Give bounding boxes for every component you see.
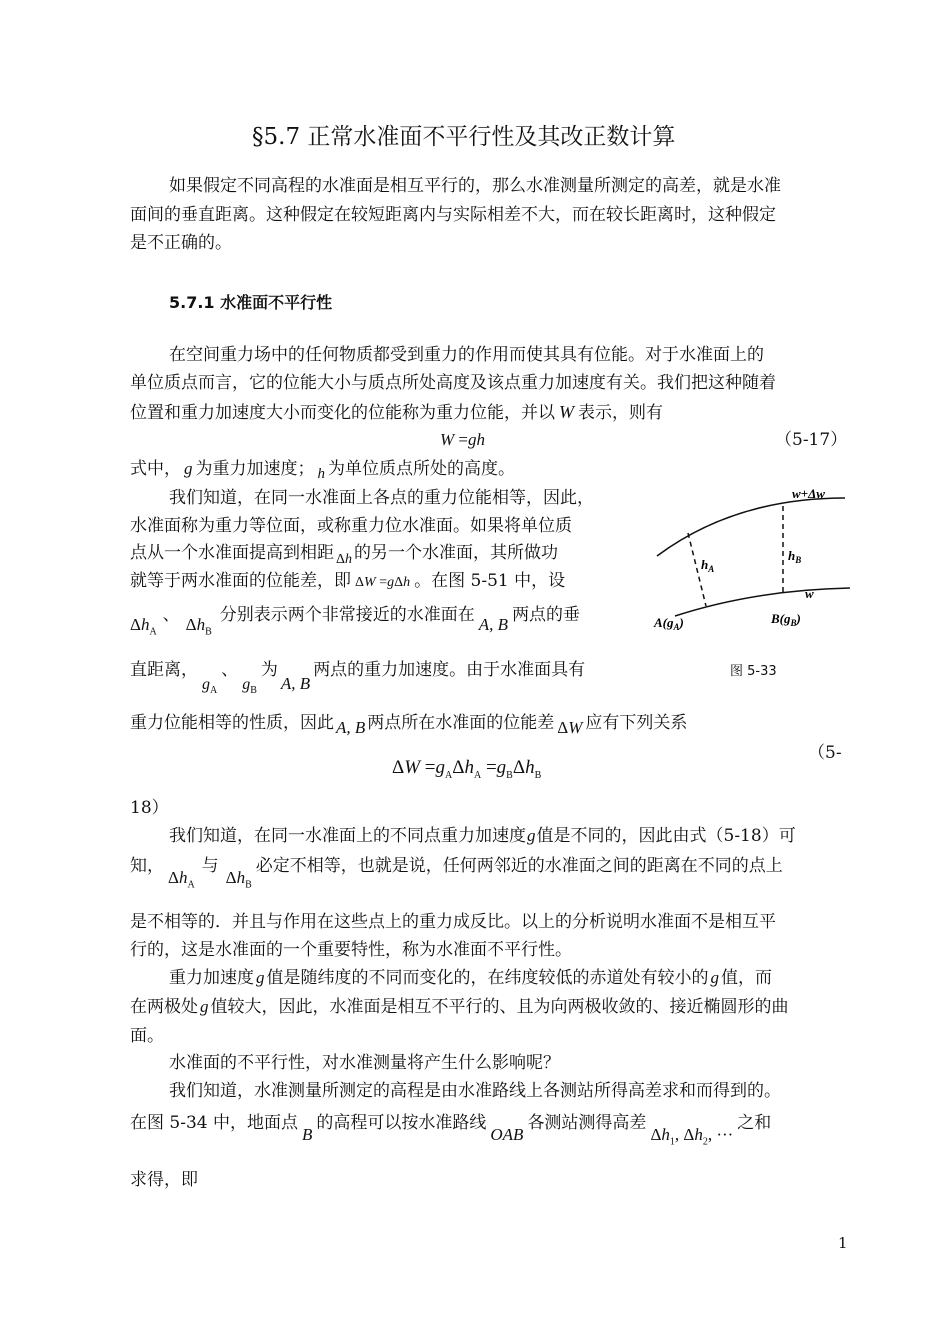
figure-5-33 [645, 478, 860, 643]
label-w: w [805, 586, 814, 601]
figure-caption: 图 5-33 [730, 664, 777, 679]
intro-line-2: 面间的垂直距离。这种假定在较短距离内与实际相差不大，而在较长距离时，这种假定 [130, 205, 776, 225]
lower-level-surface [675, 588, 850, 616]
p6-line-1: 水准面的不平行性，对水准测量将产生什么影响呢？ [169, 1053, 560, 1073]
symbol-w: W [559, 402, 574, 422]
p7-line-1: 我们知道，水准测量所测定的高程是由水准路线上各测站所得高差求和而得到的。 [169, 1081, 781, 1101]
p3-line-6: 直距离，$g_A$、$g_B$为A, B两点的重力加速度。由于水准面具有 [130, 660, 586, 697]
page-number: 1 [838, 1234, 848, 1252]
p3-line-5: $\Delta h_A$、 $\Delta h_B$分别表示两个非常接近的水准面在 A, B 两点的垂 [130, 605, 581, 638]
p5-line-3: 面。 [130, 1026, 164, 1046]
p5-line-2: 在两极处 g 值较大，因此，水准面是相互不平行的、且为向两极收敛的、接近椭圆形的曲 [130, 997, 789, 1017]
p3-line-7: 重力位能相等的性质，因此 A, B 两点所在水准面的位能差 ΔW 应有下列关系 [130, 713, 688, 737]
p3-line-4: 就等于两水准面的位能差，即 ΔW =gΔh 。在图 5-51 中，设 [130, 571, 566, 591]
p2-line-2: 单位质点而言，它的位能大小与质点所处高度及该点重力加速度有关。我们把这种随着 [130, 373, 776, 393]
p4-line-3: 是不相等的．并且与作用在这些点上的重力成反比。以上的分析说明水准面不是相互平 [130, 912, 776, 932]
p3-line-1: 我们知道，在同一水准面上各点的重力位能相等，因此， [169, 488, 594, 508]
p2-line-1: 在空间重力场中的任何物质都受到重力的作用而使其具有位能。对于水准面上的 [169, 345, 764, 365]
p7-line-2: 在图 5-34 中，地面点B的高程可以按水准路线OAB各测站测得高差$\Delta h_1$, $\Delta h_2$, ···之和 [130, 1113, 772, 1148]
intro-line-3: 是不正确的。 [130, 233, 232, 253]
equation-5-18-number-b: 18） [130, 798, 169, 818]
label-ha: $h_A$ [701, 557, 715, 574]
label-hb: $h_B$ [788, 548, 802, 565]
p7-line-3: 求得，即 [130, 1170, 198, 1190]
label-point-a: $A(g_A)$ [654, 615, 684, 632]
where-line: 式中， g 为重力加速度； h 为单位质点所处的高度。 [130, 459, 515, 482]
upper-level-surface [657, 498, 845, 556]
equation-5-18: $\Delta W =g_A\Delta h_A =g_B\Delta h_B$ [392, 757, 542, 781]
p4-line-1: 我们知道，在同一水准面上的不同点重力加速度g值是不同的，因此由式（5-18）可 [169, 826, 796, 846]
page-title: §5.7 正常水准面不平行性及其改正数计算 [252, 124, 676, 150]
p3-line-3: 点从一个水准面提高到相距 $_{\Delta h}$ 的另一个水准面，其所做功 [130, 543, 559, 567]
p4-line-4: 行的，这是水准面的一个重要特性，称为水准面不平行性。 [130, 940, 572, 960]
equation-5-17-number: （5-17） [775, 430, 848, 450]
section-heading: 5.7.1 水准面不平行性 [169, 293, 333, 312]
intro-line-1: 如果假定不同高程的水准面是相互平行的，那么水准测量所测定的高差，就是水准 [169, 176, 781, 196]
equation-5-17: W =gh [440, 430, 486, 449]
p4-line-2: 知，$\Delta h_A$与$\Delta h_B$必定不相等，也就是说，任何两邻近的水准面之间的距离在不同的点上 [130, 856, 783, 891]
p5-line-1: 重力加速度 g 值是随纬度的不同而变化的，在纬度较低的赤道处有较小的 g 值，而 [169, 968, 772, 988]
label-point-b: $B(g_B)$ [771, 611, 801, 628]
p2-line-3: 位置和重力加速度大小而变化的位能称为重力位能，并以 W 表示，则有 [130, 402, 663, 423]
equation-5-18-number-a: （5- [808, 743, 842, 763]
label-w-plus-dw: w+Δw [792, 486, 825, 501]
p3-line-2: 水准面称为重力等位面，或称重力位水准面。如果将单位质 [130, 516, 572, 536]
